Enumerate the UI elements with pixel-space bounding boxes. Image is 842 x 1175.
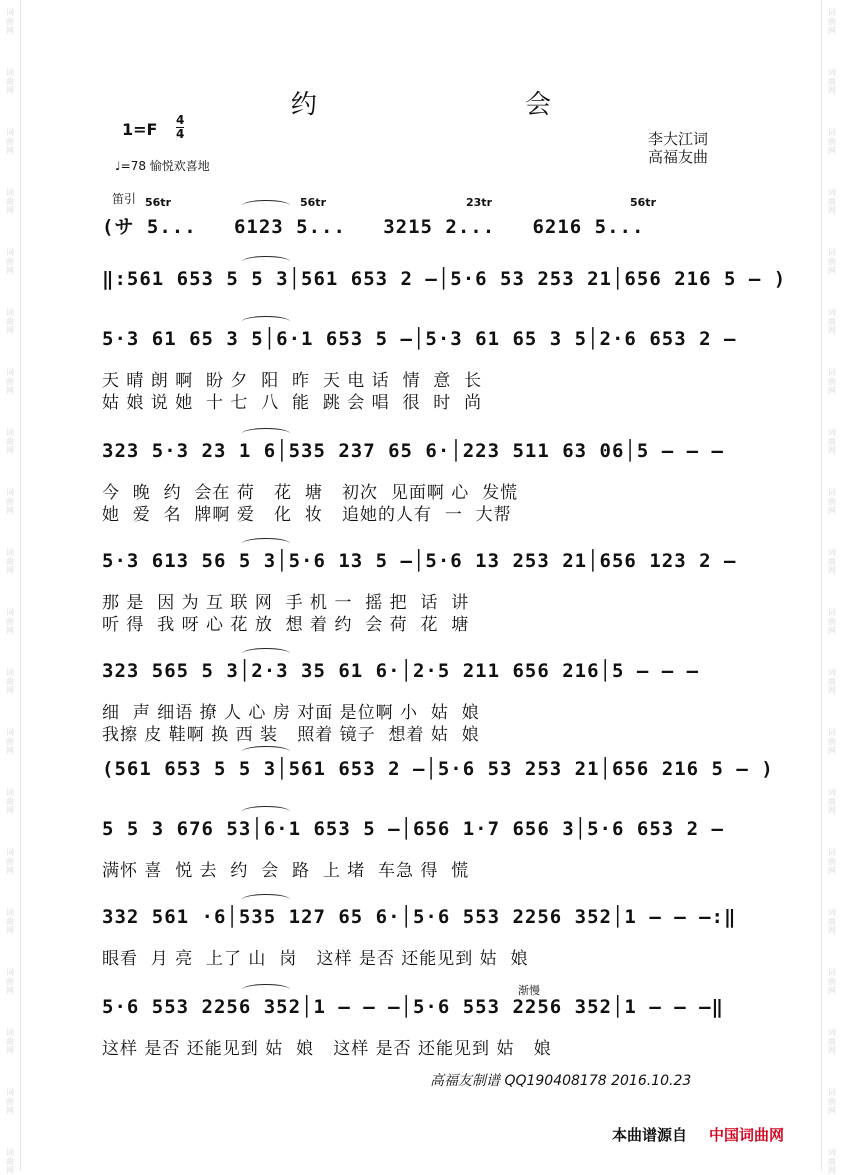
lyric-line: 那 是 因 为 互 联 网 手 机 一 摇 把 话 讲 (102, 593, 470, 613)
notation: (561 653 5 5 3│561 653 2 –│5·6 53 253 21│656 216 5 – ) (102, 758, 774, 780)
source-label: 本曲谱源自 (612, 1126, 688, 1144)
lyric-line: 细 声 细语 撩 人 心 房 对面 是位啊 小 姑 娘 (102, 703, 480, 723)
slur-mark (242, 648, 290, 659)
watermark-text: 词 曲 网 (6, 848, 14, 875)
notation: 332 561 ·6│535 127 65 6·│5·6 553 2256 352│1 – – –:‖ (102, 906, 737, 928)
watermark-text: 词 曲 网 (828, 248, 836, 275)
watermark-text: 词 曲 网 (6, 608, 14, 635)
notation: 5·3 61 65 3 5│6·1 653 5 –│5·3 61 65 3 5│2·6 653 2 – (102, 328, 737, 350)
watermark-text: 词 曲 网 (6, 488, 14, 515)
watermark-text: 词 曲 网 (6, 368, 14, 395)
watermark-text: 词 曲 网 (828, 728, 836, 755)
watermark-text: 词 曲 网 (828, 68, 836, 95)
left-watermark-strip (0, 0, 21, 1175)
slur-mark (242, 316, 290, 327)
notation: ‖:561 653 5 5 3│561 653 2 –│5·6 53 253 21│656 216 5 – ) (102, 268, 787, 290)
watermark-text: 词 曲 网 (828, 908, 836, 935)
time-sig-bottom: 4 (176, 127, 185, 141)
notation: 5·3 613 56 5 3│5·6 13 5 –│5·6 13 253 21│656 123 2 – (102, 550, 737, 572)
lyric-line: 眼看 月 亮 上了 山 岗 这样 是否 还能见到 姑 娘 (102, 949, 529, 969)
watermark-text: 词 曲 网 (828, 788, 836, 815)
notation: 323 565 5 3│2·3 35 61 6·│2·5 211 656 216│5 – – – (102, 660, 700, 682)
watermark-text: 词 曲 网 (828, 968, 836, 995)
grace-mark: 56tr (630, 196, 656, 209)
engraver-credit: 高福友制谱 QQ190408178 2016.10.23 (430, 1073, 692, 1089)
watermark-text: 词 曲 网 (6, 1028, 14, 1055)
watermark-text: 词 曲 网 (6, 428, 14, 455)
watermark-text: 词 曲 网 (6, 68, 14, 95)
slur-mark (242, 894, 290, 905)
watermark-text: 词 曲 网 (828, 608, 836, 635)
watermark-text: 词 曲 网 (6, 8, 14, 35)
notation: (サ 5... 6123 5... 3215 2... 6216 5... (102, 216, 645, 238)
watermark-text: 词 曲 网 (6, 128, 14, 155)
watermark-text: 词 曲 网 (6, 248, 14, 275)
watermark-text: 词 曲 网 (6, 668, 14, 695)
watermark-text: 词 曲 网 (6, 728, 14, 755)
grace-mark: 56tr (300, 196, 326, 209)
watermark-text: 词 曲 网 (828, 308, 836, 335)
slur-mark (242, 806, 290, 817)
slur-mark (242, 200, 290, 211)
grace-mark: 56tr (145, 196, 171, 209)
watermark-text: 词 曲 网 (6, 908, 14, 935)
intro-label: 笛引 (112, 192, 137, 206)
watermark-text: 词 曲 网 (828, 188, 836, 215)
right-watermark-strip (821, 0, 842, 1175)
slur-mark (242, 538, 290, 549)
watermark-text: 词 曲 网 (828, 1148, 836, 1175)
watermark-text: 词 曲 网 (828, 668, 836, 695)
lyric-line: 今 晚 约 会在 荷 花 塘 初次 见面啊 心 发慌 (102, 483, 519, 503)
lyric-line: 满怀 喜 悦 去 约 会 路 上 堵 车急 得 慌 (102, 861, 470, 881)
slur-mark (242, 984, 290, 995)
time-signature (176, 114, 184, 141)
lyric-line: 她 爱 名 牌啊 爱 化 妆 追她的人有 一 大帮 (102, 505, 512, 525)
tempo-marking: ♩=78 愉悦欢喜地 (115, 159, 210, 173)
slur-mark (242, 746, 290, 757)
watermark-text: 词 曲 网 (6, 788, 14, 815)
lyric-line: 姑 娘 说 她 十 七 八 能 跳 会 唱 很 时 尚 (102, 393, 483, 413)
watermark-text: 词 曲 网 (6, 548, 14, 575)
watermark-text: 词 曲 网 (828, 848, 836, 875)
watermark-text: 词 曲 网 (828, 128, 836, 155)
watermark-text: 词 曲 网 (6, 308, 14, 335)
watermark-text: 词 曲 网 (828, 368, 836, 395)
notation: 5·6 553 2256 352│1 – – –│5·6 553 2256 352│1 – – –‖ (102, 996, 724, 1018)
notation: 5 5 3 676 53│6·1 653 5 –│656 1·7 656 3│5·6 653 2 – (102, 818, 724, 840)
credits (648, 130, 708, 166)
watermark-text: 词 曲 网 (6, 188, 14, 215)
watermark-text: 词 曲 网 (828, 8, 836, 35)
watermark-text: 词 曲 网 (828, 428, 836, 455)
watermark-text: 词 曲 网 (828, 488, 836, 515)
composer: 高福友曲 (648, 148, 709, 166)
watermark-text: 词 曲 网 (828, 1028, 836, 1055)
source-site[interactable]: 中国词曲网 (709, 1126, 785, 1144)
lyric-line: 天 晴 朗 啊 盼 夕 阳 昨 天 电 话 情 意 长 (102, 371, 483, 391)
source-credit (612, 1124, 784, 1145)
lyricist: 李大江词 (648, 130, 709, 148)
slur-mark (242, 428, 290, 439)
watermark-text: 词 曲 网 (828, 1088, 836, 1115)
song-title: 约 会 (290, 90, 652, 120)
notation: 323 5·3 23 1 6│535 237 65 6·│223 511 63 06│5 – – – (102, 440, 724, 462)
lyric-line: 我擦 皮 鞋啊 换 西 装 照着 镜子 想着 姑 娘 (102, 725, 480, 745)
lyric-line: 这样 是否 还能见到 姑 娘 这样 是否 还能见到 姑 娘 (102, 1039, 552, 1059)
time-sig-top: 4 (176, 113, 185, 127)
slur-mark (242, 256, 290, 267)
lyric-line: 听 得 我 呀 心 花 放 想 着 约 会 荷 花 塘 (102, 615, 470, 635)
watermark-text: 词 曲 网 (6, 968, 14, 995)
watermark-text: 词 曲 网 (6, 1088, 14, 1115)
expression-mark: 渐慢 (518, 984, 540, 997)
grace-mark: 23tr (466, 196, 492, 209)
watermark-text: 词 曲 网 (828, 548, 836, 575)
watermark-text: 词 曲 网 (6, 1148, 14, 1175)
key-signature: 1=F (122, 120, 158, 139)
